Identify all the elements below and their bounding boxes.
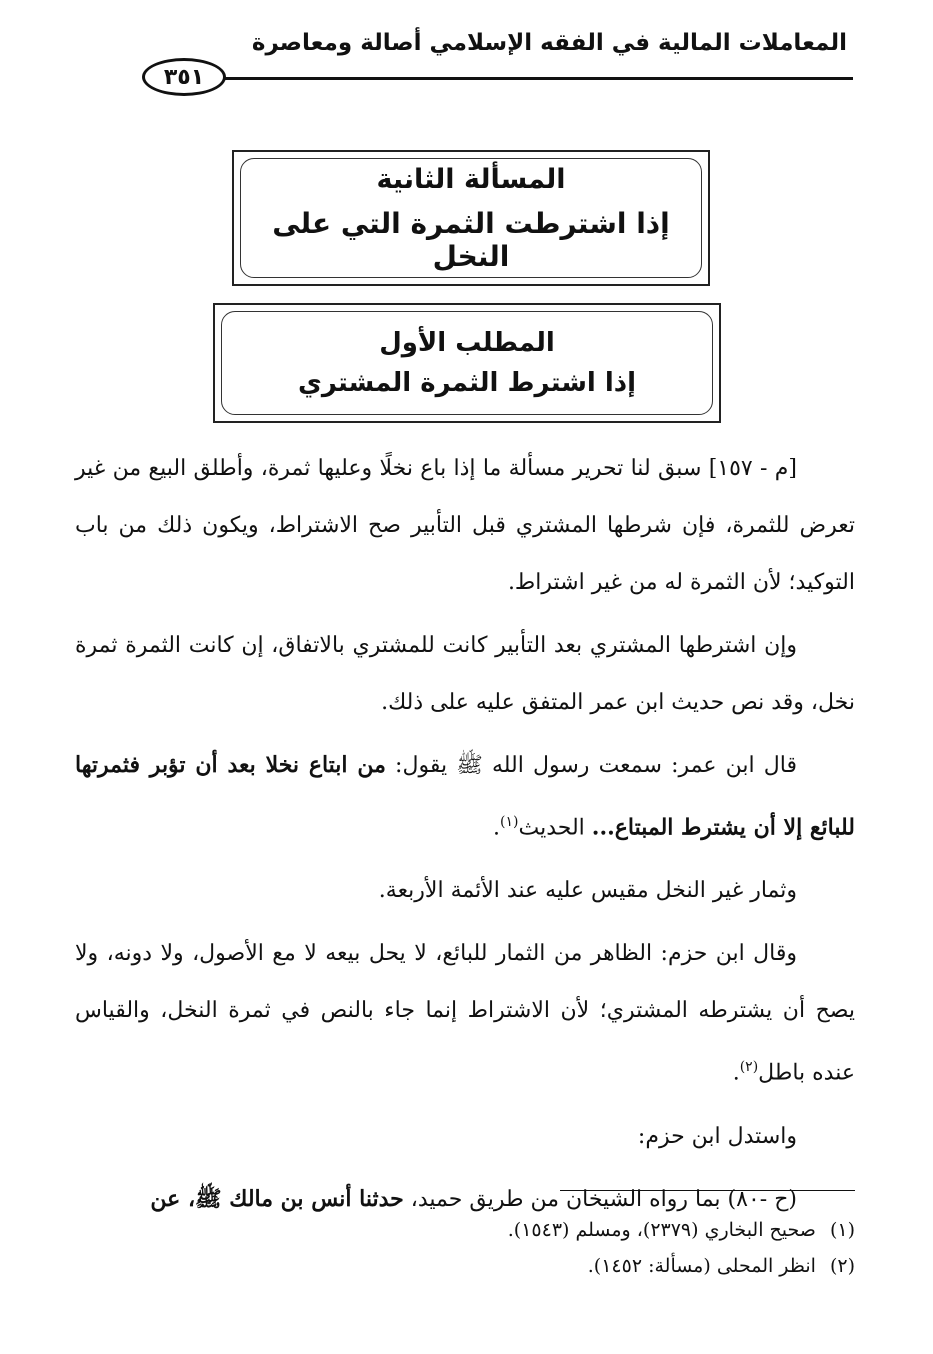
footnote-ref-2[interactable]: (٢) — [739, 1059, 759, 1076]
paragraph-5-text: وقال ابن حزم: الظاهر من الثمار للبائع، لا يحل بيعه لا مع الأصول، ولا دونه، ولا يصح أن يشترطه المشتري؛ لأن الاشتراط إنما جاء بالنص في ثمرة النخل، والقياس عنده باطل — [75, 941, 855, 1086]
hadith-quote: من ابتاع نخلا بعد أن تؤبر فثمرتها للبائع إلا أن يشترط المبتاع... — [75, 752, 855, 841]
subsection-heading: إذا اشترط الثمرة المشتري — [298, 368, 637, 398]
paragraph-3-text: قال ابن عمر: سمعت رسول الله ﷺ يقول: — [385, 753, 797, 778]
footnote-text: صحيح البخاري (٢٣٧٩)، ومسلم (١٥٤٣). — [507, 1219, 816, 1241]
section-title: المسألة الثانية — [376, 163, 566, 195]
footnote-text: انظر المحلى (مسألة: ١٤٥٢). — [587, 1255, 816, 1277]
paragraph-5-end: . — [732, 1060, 740, 1086]
paragraph-7-bold: حدثنا أنس بن مالك ﷺ، عن — [150, 1185, 404, 1212]
body-text — [75, 440, 855, 1234]
paragraph-4: وثمار غير النخل مقيس عليه عند الأئمة الأربعة. — [378, 878, 797, 904]
section-title-inner — [240, 158, 702, 278]
paragraph-6: واستدل ابن حزم: — [637, 1123, 797, 1149]
paragraph-7-text: (ح -٨٠) بما رواه الشيخان من طريق حميد، — [403, 1186, 797, 1212]
paragraph-3-end: . — [493, 815, 501, 841]
footnote-1 — [75, 1212, 855, 1248]
subsection-title-box — [213, 303, 721, 423]
footnote-rule — [560, 1190, 855, 1191]
footnote-number: (٢) — [829, 1255, 855, 1277]
subsection-title: المطلب الأول — [379, 328, 555, 358]
paragraph-1: [م - ١٥٧] سبق لنا تحرير مسألة ما إذا باع نخلًا وعليها ثمرة، وأطلق البيع من غير تعرض للثمرة، فإن شرطها المشتري قبل التأبير صح الاشتراط، ويكون ذلك من باب التوكيد؛ لأن الثمرة له من غير اشتراط. — [75, 456, 855, 595]
paragraph-2: وإن اشترطها المشتري بعد التأبير كانت للمشتري بالاتفاق، إن كانت الثمرة ثمرة نخل، وقد نص حديث ابن عمر المتفق عليه على ذلك. — [75, 633, 855, 715]
page-number: ٣٥١ — [142, 58, 226, 96]
section-title-box — [232, 150, 710, 286]
paragraph-5 — [75, 925, 855, 1101]
footnote-number: (١) — [829, 1219, 855, 1241]
section-heading: إذا اشترطت الثمرة التي على النخل — [272, 206, 670, 273]
footnote-2 — [75, 1248, 855, 1284]
header-rule — [225, 77, 853, 80]
paragraph-3 — [75, 737, 855, 856]
footnotes — [75, 1212, 855, 1284]
running-title: المعاملات المالية في الفقه الإسلامي أصالة ومعاصرة — [251, 30, 847, 56]
subsection-title-inner — [221, 311, 713, 415]
paragraph-3-tail: الحديث — [518, 815, 592, 841]
footnote-ref-1[interactable]: (١) — [500, 814, 519, 830]
